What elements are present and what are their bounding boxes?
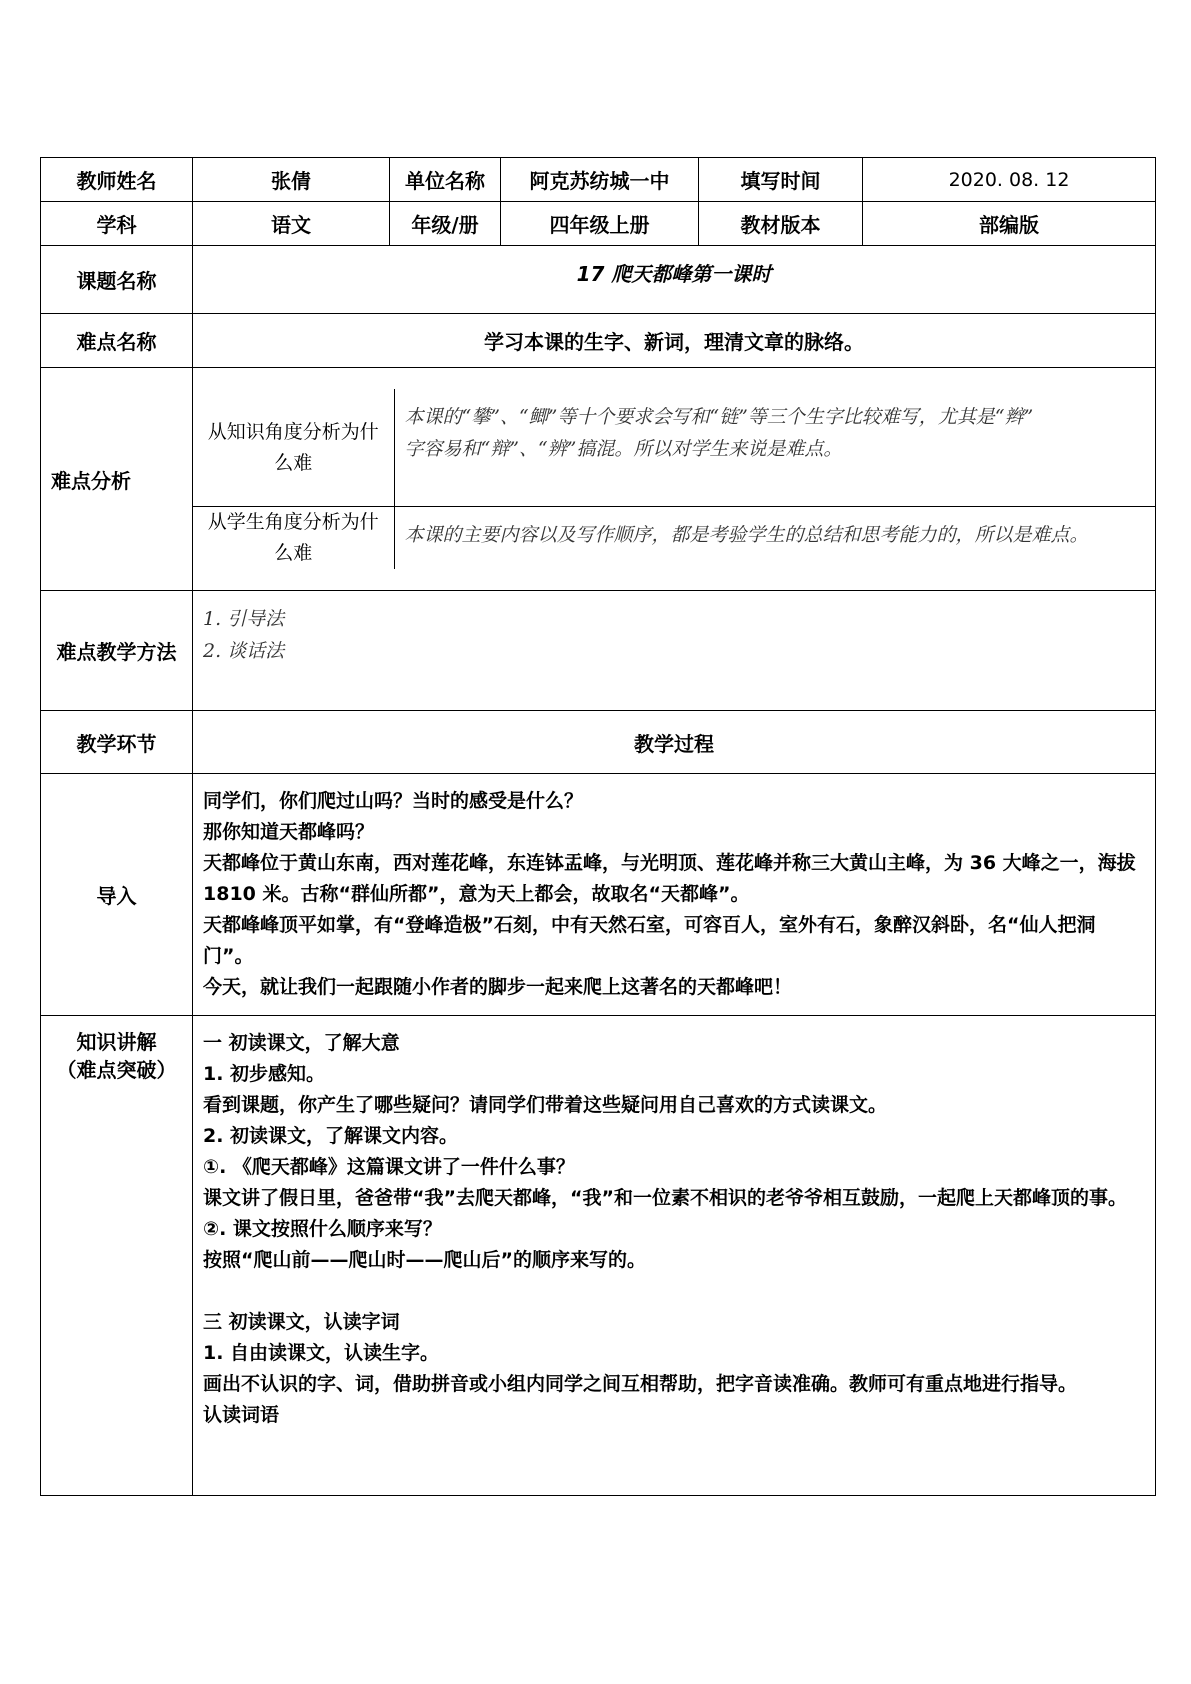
knowledge-line-6: 课文讲了假日里，爸爸带“我”去爬天都峰，“我”和一位素不相识的老爷爷相互鼓励，一起爬上天都峰顶的事。 [203, 1187, 1127, 1209]
process-label: 教学过程 [193, 711, 1156, 774]
knowledge-line-5: ①. 《爬天都峰》这篇课文讲了一件什么事？ [203, 1156, 575, 1178]
knowledge-gap [203, 1276, 1145, 1307]
grade-value: 四年级上册 [501, 202, 699, 246]
knowledge-angle-text [394, 389, 1155, 507]
intro-line-3: 天都峰位于黄山东南，西对莲花峰，东连钵盂峰，与光明顶、莲花峰并称三大黄山主峰，为 36 大峰之一，海拔 1810 米。古称“群仙所都”，意为天上都会，故取名“天都峰”。 [203, 852, 1136, 905]
difficulty-value: 学习本课的生字、新词，理清文章的脉络。 [193, 314, 1156, 368]
student-angle-text [394, 507, 1155, 570]
lesson-title-row [41, 246, 1156, 314]
knowledge-line-7: ②. 课文按照什么顺序来写？ [203, 1218, 442, 1240]
difficulty-row [41, 314, 1156, 368]
teacher-name-label: 教师姓名 [41, 158, 193, 202]
intro-line-2: 那你知道天都峰吗？ [203, 821, 375, 843]
student-angle-line: 本课的主要内容以及写作顺序，都是考验学生的总结和思考能力的，所以是难点。 [404, 524, 1089, 547]
intro-line-5: 今天，就让我们一起跟随小作者的脚步一起来爬上这著名的天都峰吧！ [203, 976, 793, 998]
analysis-inner-table [193, 389, 1155, 570]
lesson-table [40, 245, 1156, 1496]
section-header-row [41, 711, 1156, 774]
subject-label: 学科 [41, 202, 193, 246]
intro-line-4: 天都峰峰顶平如掌，有“登峰造极”石刻，中有天然石室，可容百人，室外有石，象醉汉斜卧，名“仙人把洞门”。 [203, 914, 1096, 967]
knowledge-line-3: 看到课题，你产生了哪些疑问？请同学们带着这些疑问用自己喜欢的方式读课文。 [203, 1094, 888, 1116]
method-row [41, 591, 1156, 711]
difficulty-label: 难点名称 [41, 314, 193, 368]
knowledge-angle-line-1: 本课的“攀”、“鲫”等十个要求会写和“链”等三个生字比较难写，尤其是“辫” [404, 405, 1034, 428]
student-angle-row [193, 507, 1155, 570]
intro-line-1: 同学们，你们爬过山吗？当时的感受是什么？ [203, 790, 584, 812]
knowledge2-line-4: 认读词语 [203, 1404, 280, 1426]
knowledge-line-2: 1. 初步感知。 [203, 1063, 326, 1085]
subject-value: 语文 [193, 202, 390, 246]
intro-content [193, 774, 1156, 1016]
knowledge-section-content [193, 1016, 1156, 1496]
knowledge2-line-2: 1. 自由读课文，认读生字。 [203, 1342, 440, 1364]
method-label: 难点教学方法 [41, 591, 193, 711]
analysis-row [41, 368, 1156, 591]
edition-label: 教材版本 [699, 202, 863, 246]
knowledge-line-8: 按照“爬山前——爬山时——爬山后”的顺序来写的。 [203, 1249, 646, 1271]
knowledge2-line-3: 画出不认识的字、词，借助拼音或小组内同学之间互相帮助，把字音读准确。教师可有重点地进行指导。 [203, 1373, 1078, 1395]
header-row-2 [41, 202, 1156, 246]
section-label: 教学环节 [41, 711, 193, 774]
grade-label: 年级/册 [390, 202, 501, 246]
unit-name-label: 单位名称 [390, 158, 501, 202]
lesson-title-cell [193, 246, 1156, 314]
teacher-name-value: 张倩 [193, 158, 390, 202]
method-item-1: 1. 引导法 [203, 608, 285, 630]
knowledge-angle-label: 从知识角度分析为什么难 [193, 389, 394, 507]
header-info-table [40, 157, 1156, 246]
method-item-2: 2. 谈话法 [203, 640, 285, 662]
fill-date-value: 2020. 08. 12 [863, 158, 1156, 202]
header-row-1 [41, 158, 1156, 202]
knowledge-line-4: 2. 初读课文，了解课文内容。 [203, 1125, 459, 1147]
lesson-title-value: 17 爬天都峰第一课时 [576, 262, 772, 286]
knowledge-section-label-line-2: （难点突破） [56, 1058, 177, 1082]
knowledge2-line-1: 三 初读课文，认读字词 [203, 1311, 400, 1333]
knowledge-section-row [41, 1016, 1156, 1496]
unit-name-value: 阿克苏纺城一中 [501, 158, 699, 202]
method-cell [193, 591, 1156, 711]
knowledge-line-1: 一 初读课文，了解大意 [203, 1032, 400, 1054]
edition-value: 部编版 [863, 202, 1156, 246]
student-angle-label: 从学生角度分析为什么难 [193, 507, 394, 570]
knowledge-angle-row [193, 389, 1155, 507]
fill-date-label: 填写时间 [699, 158, 863, 202]
knowledge-section-label [41, 1016, 193, 1496]
intro-row [41, 774, 1156, 1016]
intro-label: 导入 [41, 774, 193, 1016]
knowledge-angle-line-2: 字容易和“辩”、“辨”搞混。所以对学生来说是难点。 [404, 437, 843, 460]
lesson-title-label: 课题名称 [41, 246, 193, 314]
analysis-cell [193, 368, 1156, 591]
analysis-label: 难点分析 [41, 368, 193, 591]
knowledge-section-label-line-1: 知识讲解 [76, 1030, 157, 1054]
